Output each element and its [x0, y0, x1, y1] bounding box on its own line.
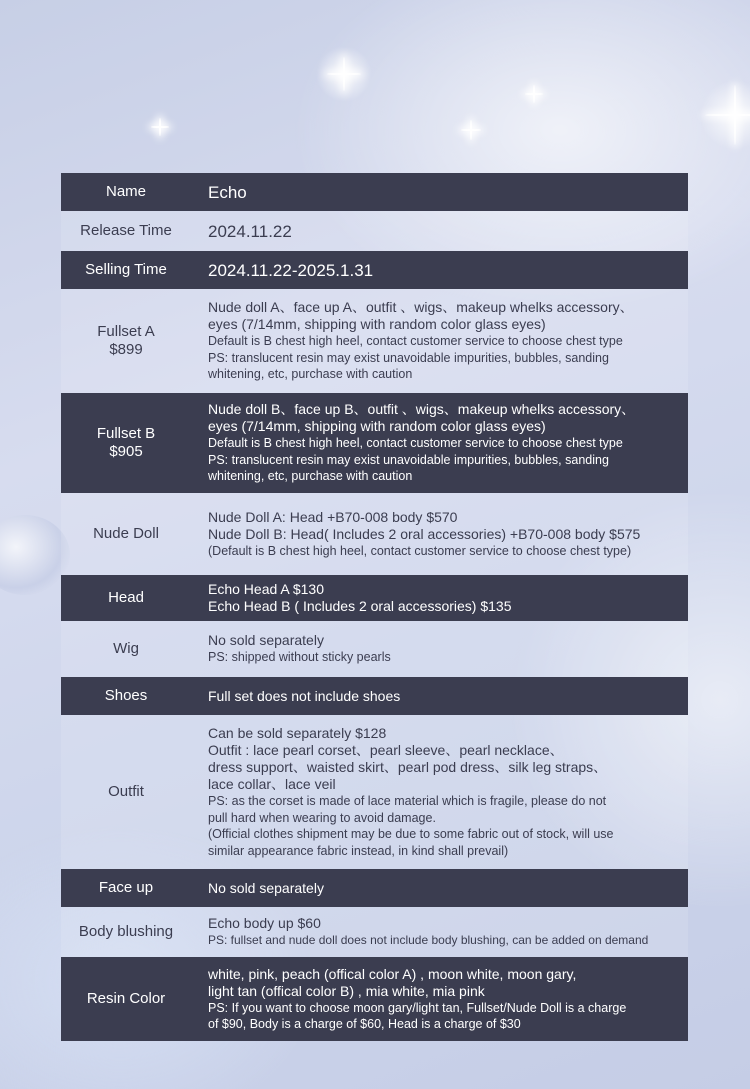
- row-value: Nude doll B、face up B、outfit 、wigs、makeup whelks accessory、 eyes (7/14mm, shipping with random color glass eyes) Default is B chest high heel, contact customer service to choose chest type PS: translucent resin may exist unavoidable impurities, bubbles, sanding whitening, etc, purchase with caution: [208, 401, 636, 484]
- row-label: Shoes: [104, 687, 148, 704]
- row-selling-time: [61, 251, 688, 289]
- row-label: Head: [108, 589, 144, 606]
- crystal-decoration: [0, 515, 70, 595]
- row-label: Selling Time: [85, 261, 167, 278]
- row-value: Full set does not include shoes: [208, 687, 401, 704]
- row-release-time: [61, 211, 688, 251]
- row-outfit: [61, 715, 688, 869]
- row-value: Echo: [208, 182, 247, 202]
- row-head: [61, 575, 688, 621]
- row-value: 2024.11.22: [208, 221, 292, 241]
- row-value: Nude doll A、face up A、outfit 、wigs、makeup whelks accessory、 eyes (7/14mm, shipping with random color glass eyes) Default is B chest high heel, contact customer service to choose chest type PS: translucent resin may exist unavoidable impurities, bubbles, sanding whitening, etc, purchase with caution: [208, 299, 634, 382]
- row-fullset-a: [61, 289, 688, 393]
- row-label: Outfit: [108, 783, 144, 800]
- row-label: Fullset A $899: [97, 323, 155, 358]
- row-value: Nude Doll A: Head +B70-008 body $570 Nude Doll B: Head( Includes 2 oral accessories) +B70-008 body $575 (Default is B chest high heel, contact customer service to choose chest type): [208, 508, 641, 558]
- row-shoes: [61, 677, 688, 715]
- row-face-up: [61, 869, 688, 907]
- row-label: Wig: [113, 640, 139, 657]
- product-spec-table: [61, 173, 688, 1041]
- row-value: Can be sold separately $128 Outfit : lace pearl corset、pearl sleeve、pearl necklace、 dress support、waisted skirt、pearl pod dress、silk leg straps、 lace collar、lace veil PS: as the corset is made of lace material which is fragile, please do not pull hard when wearing to avoid damage. (Official clothes shipment may be due to some fabric out of stock, will use similar appearance fabric instead, in kind shall prevail): [208, 725, 614, 858]
- row-value: Echo body up $60 PS: fullset and nude doll does not include body blushing, can be added on demand: [208, 915, 649, 947]
- row-body-blushing: [61, 907, 688, 957]
- row-label: Release Time: [80, 222, 172, 239]
- row-value: No sold separately: [208, 879, 324, 896]
- row-label: Face up: [98, 879, 154, 896]
- row-value: Echo Head A $130 Echo Head B ( Includes 2 oral accessories) $135: [208, 581, 512, 614]
- row-label: Resin Color: [86, 990, 166, 1007]
- row-resin-color: [61, 957, 688, 1041]
- row-value: No sold separately PS: shipped without sticky pearls: [208, 632, 391, 665]
- row-nude-doll: [61, 493, 688, 575]
- row-fullset-b: [61, 393, 688, 493]
- row-wig: [61, 621, 688, 677]
- row-label: Fullset B $905: [96, 425, 156, 460]
- row-value: 2024.11.22-2025.1.31: [208, 260, 374, 280]
- row-label: Body blushing: [78, 923, 174, 940]
- row-value: white, pink, peach (offical color A) , moon white, moon gary, light tan (offical color B) , mia white, mia pink PS: If you want to choose moon gary/light tan, Fullset/Nude Doll is a charge of $90, Body is a charge of $60, Head is a charge of $30: [208, 965, 627, 1031]
- row-name: [61, 173, 688, 211]
- row-label: Name: [105, 183, 146, 200]
- row-label: Nude Doll: [93, 525, 159, 542]
